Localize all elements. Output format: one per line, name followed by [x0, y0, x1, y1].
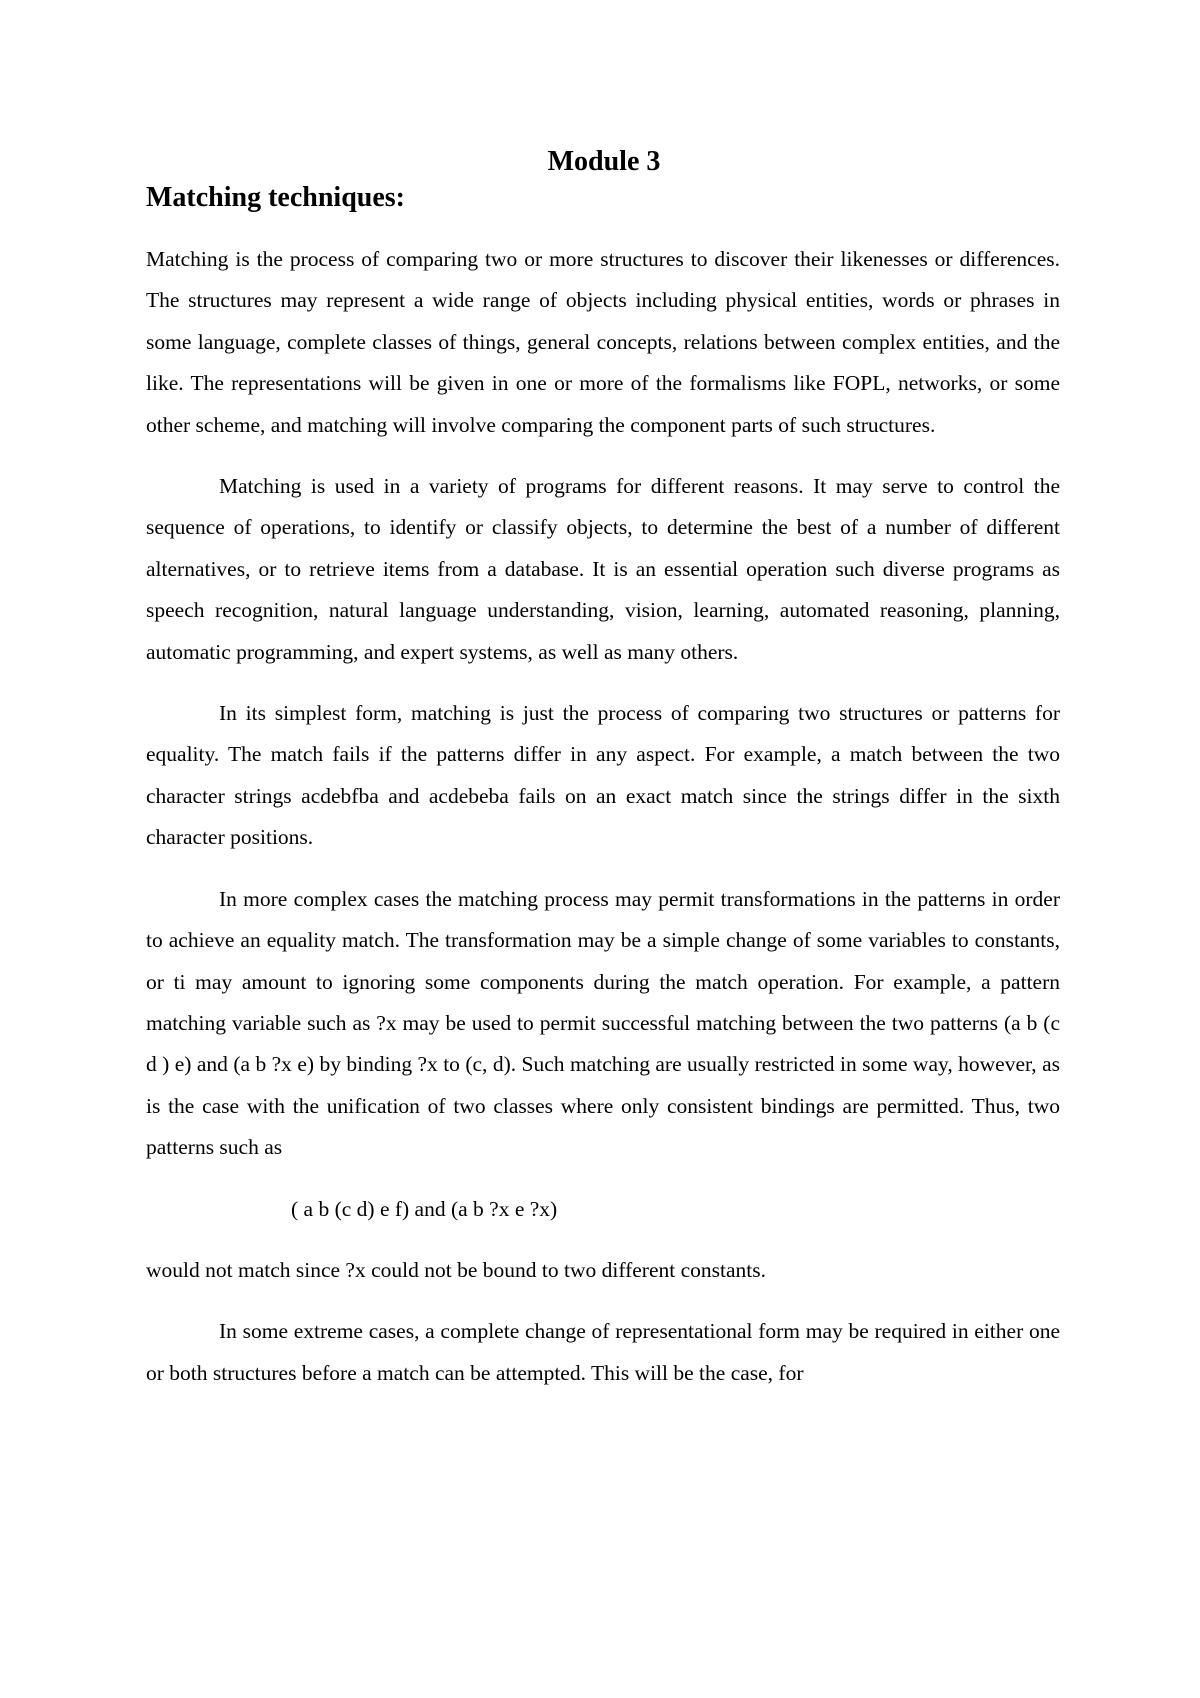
paragraph-complex-cases: In more complex cases the matching process may permit transformations in the patterns in order to achieve an equality match. The transformation may be a simple change of some variables to constants, or ti may amount to ignoring some components during the match operation. For example, a pattern matching variable such as ?x may be used to permit successful matching between the two patterns (a b (c d ) e) and (a b ?x e) by binding ?x to (c, d). Such matching are usually restricted in some way, however, as is the case with the unification of two classes where only consistent bindings are permitted. Thus, two patterns such as	[146, 886, 1060, 1160]
pattern-example: ( a b (c d) e f) and (a b ?x e ?x)	[291, 1196, 558, 1221]
document-body	[146, 239, 1060, 1414]
paragraph-no-match: would not match since ?x could not be bound to two different constants.	[146, 1257, 766, 1282]
paragraph-intro: Matching is the process of comparing two or more structures to discover their likenesses or differences. The structures may represent a wide range of objects including physical entities, words or phrases in some language, complete classes of things, general concepts, relations between complex entities, and the like. The representations will be given in one or more of the formalisms like FOPL, networks, or some other scheme, and matching will involve comparing the component parts of such structures.	[146, 247, 1060, 437]
paragraph-extreme-cases: In some extreme cases, a complete change of representational form may be required in either one or both structures before a match can be attempted. This will be the case, for	[146, 1319, 1060, 1385]
paragraph-uses: Matching is used in a variety of programs for different reasons. It may serve to control the sequence of operations, to identify or classify objects, to determine the best of a number of different alternatives, or to retrieve items from a database. It is an essential operation such diverse programs as speech recognition, natural language understanding, vision, learning, automated reasoning, planning, automatic programming, and expert systems, as well as many others.	[146, 474, 1060, 664]
paragraph-simplest-form: In its simplest form, matching is just the process of comparing two structures or patterns for equality. The match fails if the patterns differ in any aspect. For example, a match between the two character strings acdebfba and acdebeba fails on an exact match since the strings differ in the sixth character positions.	[146, 701, 1060, 850]
section-heading: Matching techniques:	[146, 182, 405, 213]
module-title: Module 3	[547, 146, 661, 177]
